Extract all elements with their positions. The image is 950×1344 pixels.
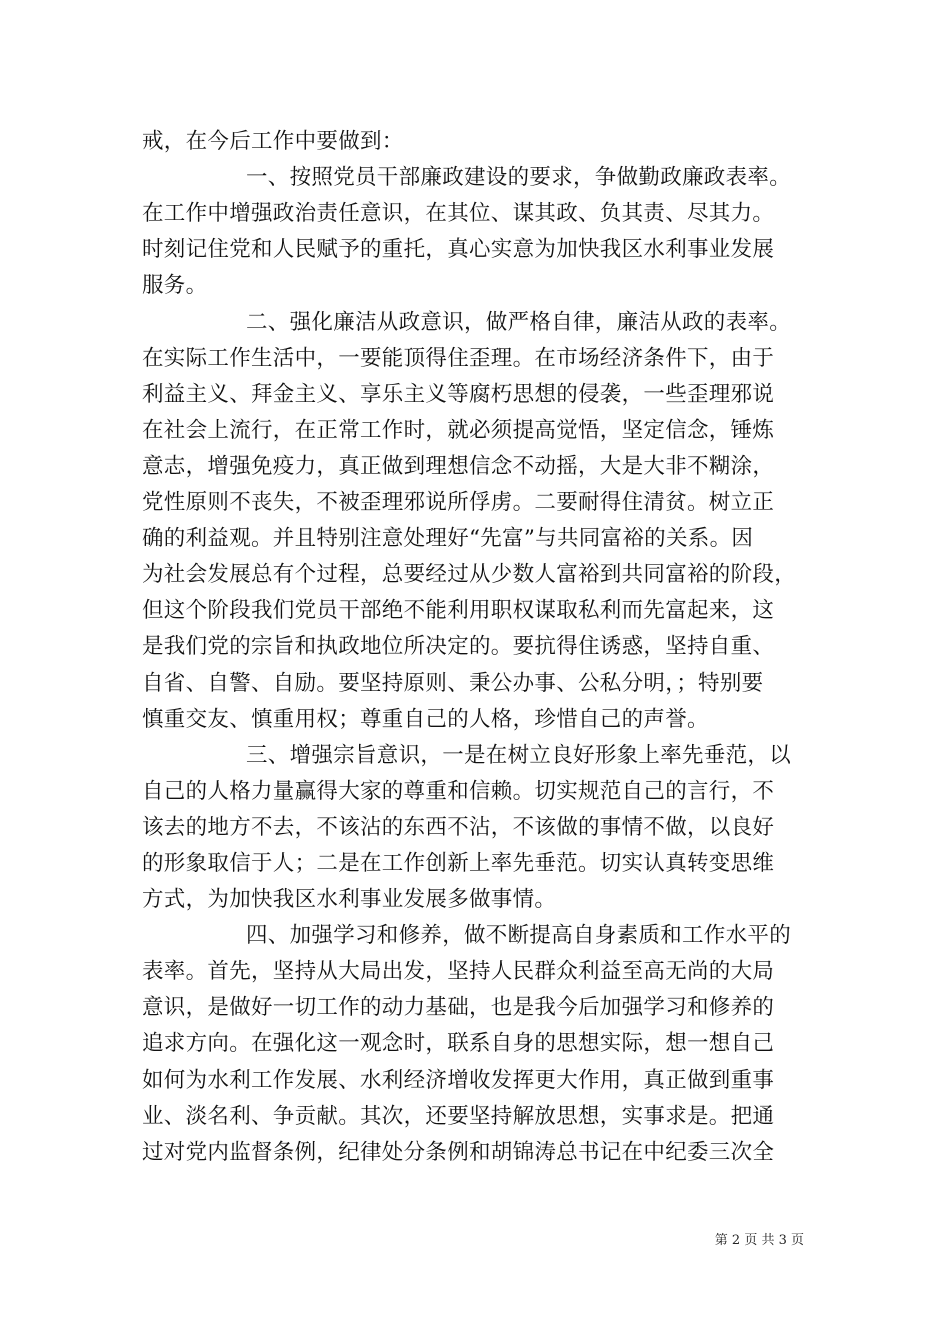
page-number-footer: 第 2 页 共 3 页 xyxy=(714,1233,804,1248)
text-line-7: 在实际工作生活中，一要能顶得住歪理。在市场经济条件下，由于 xyxy=(142,346,775,371)
text-line-22: 方式，为加快我区水利事业发展多做事情。 xyxy=(142,887,557,912)
paragraph-1-heading: 一、按照党员干部廉政建设的要求，争做勤政廉政表率。 xyxy=(246,165,792,190)
text-line-19: 自己的人格力量赢得大家的尊重和信赖。切实规范自己的言行，不 xyxy=(142,779,775,804)
text-line-28: 业、淡名利、争贡献。其次，还要坚持解放思想，实事求是。把通 xyxy=(142,1104,775,1129)
text-line-10: 意志，增强免疫力，真正做到理想信念不动摇，大是大非不糊涂， xyxy=(142,454,775,479)
text-line-29: 过对党内监督条例，纪律处分条例和胡锦涛总书记在中纪委三次全 xyxy=(142,1140,775,1165)
text-line-13: 为社会发展总有个过程，总要经过从少数人富裕到共同富裕的阶段， xyxy=(142,562,797,587)
text-line-9: 在社会上流行，在正常工作时，就必须提高觉悟，坚定信念，锤炼 xyxy=(142,418,775,443)
text-line-1: 戒，在今后工作中要做到： xyxy=(142,129,404,154)
text-line-12: 确的利益观。并且特别注意处理好“先富”与共同富裕的关系。因 xyxy=(142,526,754,551)
text-line-4: 时刻记住党和人民赋予的重托，真心实意为加快我区水利事业发展 xyxy=(142,237,775,262)
text-line-17: 慎重交友、慎重用权；尊重自己的人格，珍惜自己的声誉。 xyxy=(142,707,709,732)
text-line-5: 服务。 xyxy=(142,273,208,298)
paragraph-3-heading: 三、增强宗旨意识，一是在树立良好形象上率先垂范，以 xyxy=(246,743,792,768)
text-line-27: 如何为水利工作发展、水利经济增收发挥更大作用，真正做到重事 xyxy=(142,1068,775,1093)
text-line-20: 该去的地方不去，不该沾的东西不沾，不该做的事情不做，以良好 xyxy=(142,815,775,840)
text-line-21: 的形象取信于人；二是在工作创新上率先垂范。切实认真转变思维 xyxy=(142,851,775,876)
text-line-8: 利益主义、拜金主义、享乐主义等腐朽思想的侵袭，一些歪理邪说 xyxy=(142,382,775,407)
text-line-16: 自省、自警、自励。要坚持原则、秉公办事、公私分明，；特别要 xyxy=(142,671,764,696)
text-line-11: 党性原则不丧失，不被歪理邪说所俘虏。二要耐得住清贫。树立正 xyxy=(142,490,775,515)
text-line-15: 是我们党的宗旨和执政地位所决定的。要抗得住诱惑，坚持自重、 xyxy=(142,634,775,659)
paragraph-4-heading: 四、加强学习和修养，做不断提高自身素质和工作水平的 xyxy=(246,923,792,948)
text-line-3: 在工作中增强政治责任意识，在其位、谋其政、负其责、尽其力。 xyxy=(142,201,775,226)
text-line-26: 追求方向。在强化这一观念时，联系自身的思想实际，想一想自己 xyxy=(142,1031,775,1056)
text-line-24: 表率。首先，坚持从大局出发，坚持人民群众利益至高无尚的大局 xyxy=(142,959,775,984)
text-line-14: 但这个阶段我们党员干部绝不能利用职权谋取私利而先富起来，这 xyxy=(142,598,775,623)
paragraph-2-heading: 二、强化廉洁从政意识，做严格自律，廉洁从政的表率。 xyxy=(246,310,792,335)
text-line-25: 意识，是做好一切工作的动力基础，也是我今后加强学习和修养的 xyxy=(142,995,775,1020)
